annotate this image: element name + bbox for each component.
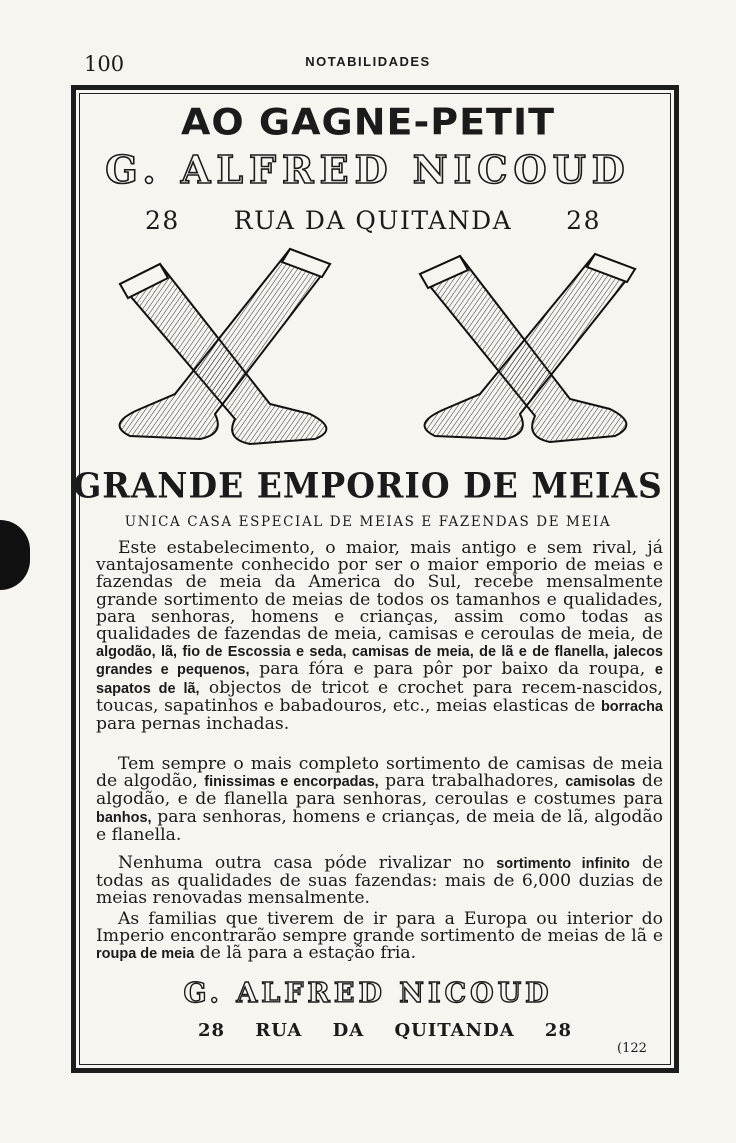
running-head: NOTABILIDADES (305, 54, 431, 69)
p2-bold-1: finissimas e encorpadas, (204, 774, 379, 791)
p4-text-1: As familias que tiverem de ir para a Europa ou interior do Imperio encontrarão sempre grande sortimento de meias de lã e (96, 909, 663, 947)
p4-text-2: de lã para a estação fria. (194, 943, 417, 964)
crossed-stockings-illustration (100, 244, 665, 464)
p3-text-2: de todas as qualidades de suas fazendas: mais de 6,000 duzias de meias renovadas mensalmente. (96, 853, 663, 909)
p1-text-3: objectos de tricot e crochet para recem-nascidos, toucas, sapatinhos e babadouros, etc., meias elasticas de (96, 677, 663, 716)
p1-text-2: para fóra e para pôr por baixo da roupa, (249, 659, 655, 680)
owner-name: G. ALFRED NICOUD (105, 147, 631, 192)
footer-number-right: 28 (544, 1020, 572, 1041)
p2-text-2: para trabalhadores, (378, 771, 566, 792)
footer-street-word-1: RUA (255, 1020, 303, 1041)
headline: GRANDE EMPORIO DE MEIAS (73, 465, 663, 506)
stocking-pair-right-icon (420, 254, 635, 442)
p2-text-1: Tem sempre o mais completo sortimento de camisas de meia de algodão, (96, 754, 663, 792)
subhead: UNICA CASA ESPECIAL DE MEIAS E FAZENDAS DE MEIA (124, 514, 612, 530)
p4-bold-1: roupa de meia (96, 946, 195, 963)
footer-street-word-2: DA (332, 1020, 365, 1041)
footer-owner-name: G. ALFRED NICOUD (183, 978, 553, 1009)
p1-bold-2: e sapatos de lã, (96, 662, 663, 697)
p2-text-3: de algodão, e de flanella para senhoras, ceroulas e costumes para (96, 771, 664, 810)
footer-number-left: 28 (198, 1020, 226, 1041)
paragraph-4 (96, 911, 663, 964)
page-number: 100 (84, 52, 125, 76)
reference-code: (122 (617, 1041, 647, 1056)
paragraph-3 (96, 855, 663, 908)
paragraph-2 (96, 756, 663, 844)
p1-bold-3: borracha (600, 698, 663, 715)
footer-address (198, 1020, 572, 1041)
p2-bold-2: camisolas (565, 774, 636, 791)
paragraph-1 (96, 540, 663, 733)
stocking-pair-left-icon (120, 249, 330, 444)
footer-street-word-3: QUITANDA (394, 1020, 515, 1041)
page-edge-stain (0, 520, 30, 590)
shop-name: AO GAGNE-PETIT (180, 101, 556, 143)
address-street: RUA DA QUITANDA (233, 206, 513, 235)
p2-bold-3: banhos, (96, 809, 152, 826)
address-number-left: 28 (145, 206, 180, 235)
p3-bold-1: sortimento infinito (496, 856, 630, 872)
p1-text-4: para pernas inchadas. (96, 714, 290, 735)
p1-bold-1: algodão, lã, fio de Escossia e seda, camisas de meia, de lã e de flanella, jalecos grandes e pequenos, (96, 644, 663, 679)
p1-text-1: Este estabelecimento, o maior, mais antigo e sem rival, já vantajosamente conhecido por ser o maior emporio de meias e fazendas de meia da America do Sul, recebe mensalmente grande sortimento de meias de todos os tamanhos e qualidades, para senhoras, homens e crianças, assim como todas as qualidades de fazendas de meia, camisas e ceroulas de meia, de (96, 538, 663, 645)
p2-text-4: para senhoras, homens e crianças, de meia de lã, algodão e flanella. (96, 806, 663, 845)
address-number-right: 28 (566, 206, 601, 235)
address-line (145, 206, 601, 235)
p3-text-1: Nenhuma outra casa póde rivalizar no (118, 853, 497, 873)
